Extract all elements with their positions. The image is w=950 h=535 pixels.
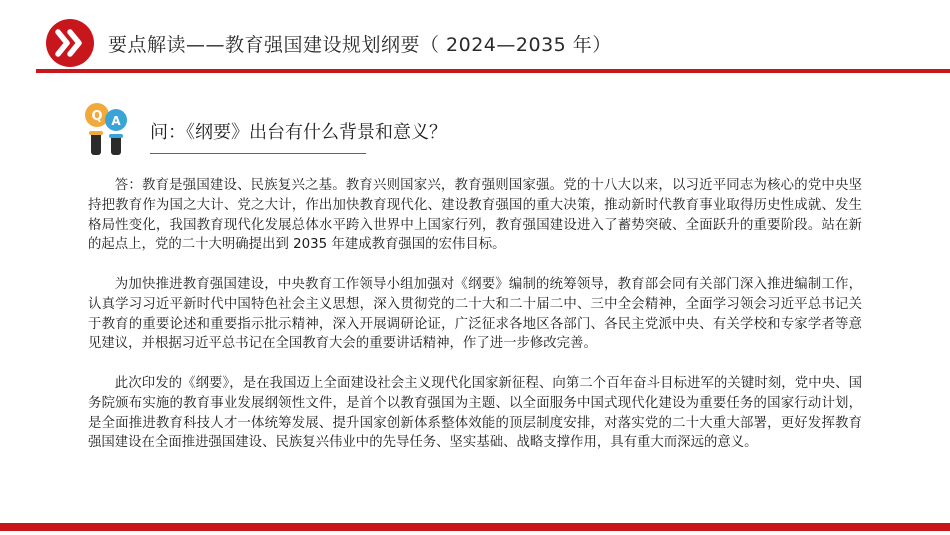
right-hand bbox=[109, 134, 123, 138]
header-divider bbox=[36, 69, 950, 73]
footer-divider bbox=[0, 523, 950, 531]
answer-paragraph: 此次印发的《纲要》，是在我国迈上全面建设社会主义现代化国家新征程、向第二个百年奋斗目标进军的关键时刻，党中央、国务院颁布实施的教育事业发展纲领性文件，是首个以教育强国为主题、以全面服务中国式现代化建设为重要任务的国家行动计划，是全面推进教育科技人才一体统筹发展、提升国家创新体系整体效能的顶层制度安排，对落实党的二十大重大部署，更好发挥教育强国建设在全面推进强国建设、民族复兴伟业中的先导任务、坚实基础、战略支撑作用，具有重大而深远的意义。 bbox=[88, 375, 862, 451]
double-chevron-right-icon bbox=[46, 19, 94, 67]
left-hand bbox=[89, 131, 103, 135]
answer-paragraph: 答：教育是强国建设、民族复兴之基。教育兴则国家兴，教育强则国家强。党的十八大以来，以习近平同志为核心的党中央坚持把教育作为国之大计、党之大计，作出加快教育现代化、建设教育强国的重大决策，推动新时代教育事业取得历史性成就、发生格局性变化，我国教育现代化发展总体水平跨入世界中上国家行列，教育强国建设进入了蓄势突破、全面跃升的重要阶段。站在新的起点上，党的二十大明确提出到 2035 年建成教育强国的宏伟目标。 bbox=[88, 178, 862, 253]
qa-people-icon bbox=[80, 98, 132, 156]
question-underline bbox=[150, 153, 366, 154]
logo-badge bbox=[46, 19, 94, 67]
a-letter: A bbox=[111, 114, 121, 128]
q-letter: Q bbox=[91, 109, 103, 124]
page-title: 要点解读——教育强国建设规划纲要（ 2024—2035 年） bbox=[108, 34, 612, 56]
answer-body bbox=[88, 176, 862, 453]
answer-paragraph: 为加快推进教育强国建设，中央教育工作领导小组加强对《纲要》编制的统筹领导，教育部会同有关部门深入推进编制工作，认真学习习近平新时代中国特色社会主义思想，深入贯彻党的二十大和二十届二中、三中全会精神，全面学习领会习近平总书记关于教育的重要论述和重要指示批示精神，深入开展调研论证，广泛征求各地区各部门、各民主党派中央、有关学校和专家学者等意见建议，并根据习近平总书记在全国教育大会的重要讲话精神，作了进一步修改完善。 bbox=[88, 276, 862, 352]
question-heading: 问：《纲要》出台有什么背景和意义？ bbox=[150, 122, 447, 143]
